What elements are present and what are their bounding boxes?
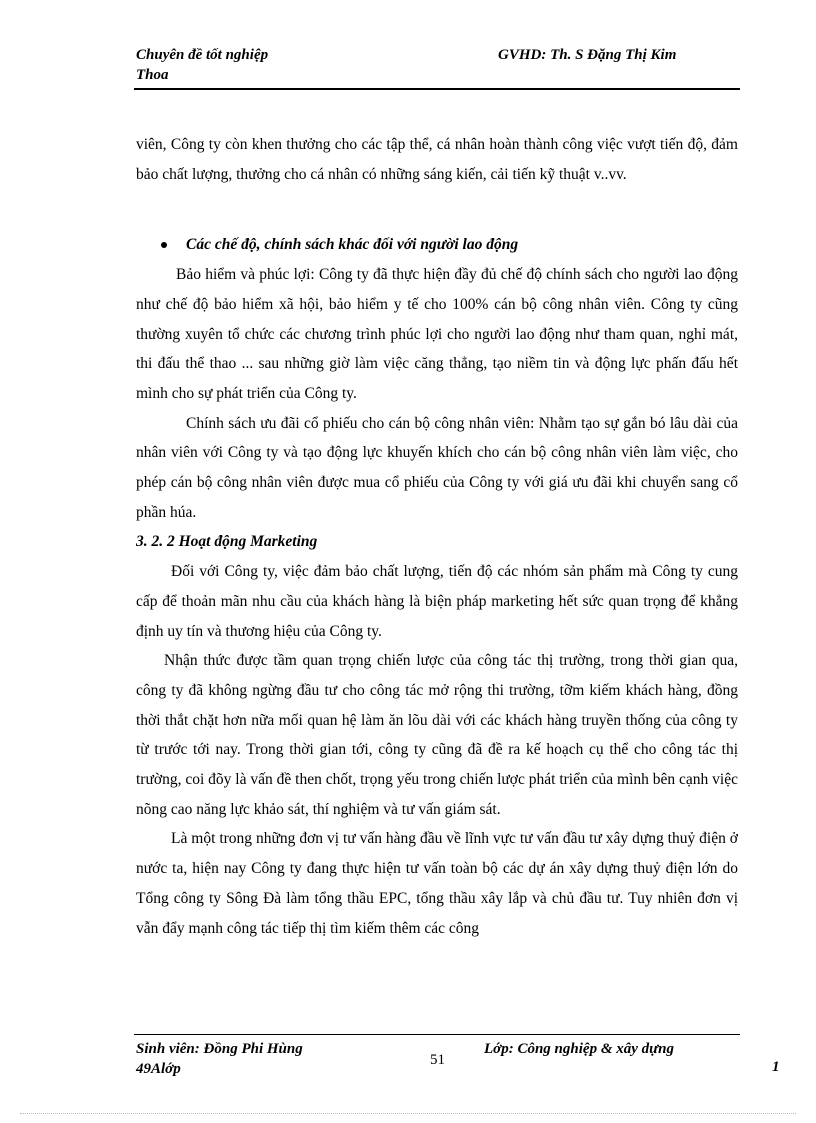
header-rule — [134, 88, 740, 90]
paragraph-5: Nhận thức được tầm quan trọng chiến lược của công tác thị trường, trong thời gian qua, công ty đã không ngừng đầu tư cho công tác mở rộng thi trường, tỡm kiếm khách hàng, đồng thời thắt chặt hơn nữa mối quan hệ làm ăn lõu dài với các khách hàng truyền thống của công ty từ trước tới nay. Trong thời gian tới, công ty cũng đã đề ra kế hoạch cụ thể cho công tác thị trường, coi đõy là vấn đề then chốt, trọng yếu trong chiến lược phát triển của mình bên cạnh việc nõng cao năng lực khảo sát, thí nghiệm và tư vấn giám sát. — [136, 652, 738, 818]
bullet-heading-text: Các chế độ, chính sách khác đối với người lao động — [186, 236, 519, 254]
footer-rule — [134, 1034, 740, 1035]
paragraph-2: Bảo hiểm và phúc lợi: Công ty đã thực hiện đầy đủ chế độ chính sách cho người lao động như chế độ bảo hiểm xã hội, bảo hiểm y tế cho 100% cán bộ công nhân viên. Công ty cũng thường xuyên tổ chức các chương trình phúc lợi cho người lao động như tham quan, nghỉ mát, thi đấu thể thao ... sau những giờ làm việc căng thẳng, tạo niềm tin và động lực phấn đấu hết mình cho sự phát triển của Công ty. — [136, 266, 738, 402]
bullet-icon — [161, 242, 167, 248]
footer-left — [136, 1039, 366, 1079]
footer-student: Sinh viên: Đồng Phi Hùng — [136, 1041, 303, 1057]
spacer — [136, 189, 738, 230]
footer-trailing-number: 1 — [772, 1059, 780, 1075]
page-bottom-dotted-rule — [20, 1113, 796, 1114]
page-number: 51 — [430, 1052, 445, 1068]
header-title: Chuyên đề tốt nghiệp — [136, 47, 269, 63]
header-left — [136, 45, 376, 85]
paragraph-1: viên, Công ty còn khen thưởng cho các tập thể, cá nhân hoàn thành công việc vượt tiến độ, đảm bảo chất lượng, thưởng cho cá nhân có những sáng kiến, cải tiến kỹ thuật v..vv. — [136, 136, 738, 183]
paragraph-3: Chính sách ưu đãi cổ phiếu cho cán bộ công nhân viên: Nhằm tạo sự gắn bó lâu dài của nhân viên với Công ty và tạo động lực khuyến khích cho cán bộ công nhân viên làm việc, cho phép cán bộ công nhân viên được mua cổ phiếu của Công ty với giá ưu đãi khi chuyển sang cổ phần húa. — [136, 414, 738, 521]
footer-student-continuation: 49Alớp — [136, 1061, 181, 1077]
header-title-continuation: Thoa — [136, 67, 169, 83]
paragraph-4: Đối với Công ty, việc đảm bảo chất lượng, tiến độ các nhóm sản phẩm mà Công ty cung cấp để thoản mãn nhu cầu của khách hàng là biện pháp marketing hết sức quan trọng để khẳng định uy tín và thương hiệu của Công ty. — [136, 563, 738, 640]
bullet-heading — [136, 230, 738, 260]
paragraph-6: Là một trong những đơn vị tư vấn hàng đầu về lĩnh vực tư vấn đầu tư xây dựng thuỷ điện ở nước ta, hiện nay Công ty đang thực hiện tư vấn toàn bộ các dự án xây dựng thuỷ điện lớn do Tổng công ty Sông Đà làm tổng thầu EPC, tổng thầu xây lắp và chủ đầu tư. Tuy nhiên đơn vị vẫn đẩy mạnh công tác tiếp thị tìm kiếm thêm các công — [136, 830, 738, 937]
section-heading: 3. 2. 2 Hoạt động Marketing — [136, 533, 318, 551]
header-supervisor: GVHD: Th. S Đặng Thị Kim — [498, 47, 677, 63]
footer-class: Lớp: Công nghiệp & xây dựng — [484, 1041, 674, 1057]
document-body — [136, 130, 738, 943]
